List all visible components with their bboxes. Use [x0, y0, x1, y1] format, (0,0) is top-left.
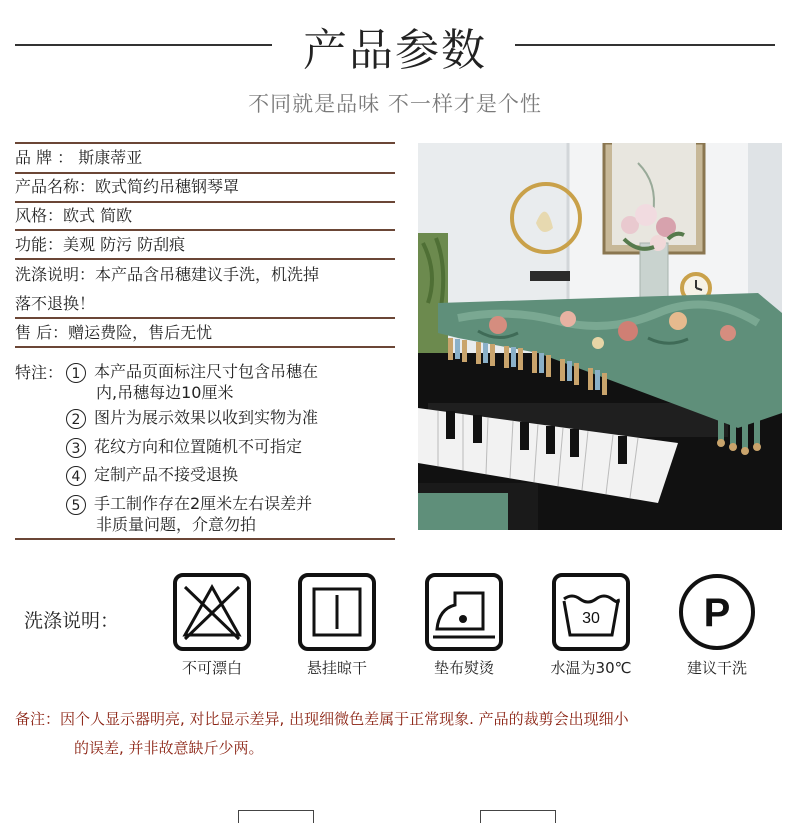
care-title: 洗涤说明： [24, 610, 120, 632]
wash-30-label: 水温为30℃ [550, 659, 632, 677]
note-number: 4 [66, 466, 86, 486]
spec-brand: 品 牌 ： 斯康蒂亚 [15, 148, 143, 167]
note-number: 3 [66, 438, 86, 458]
spec-rule [15, 346, 395, 348]
note-number: 2 [66, 409, 86, 429]
no-bleach-label: 不可漂白 [181, 659, 242, 677]
note-item-5 [66, 494, 312, 515]
note-item-1-cont: 内,吊穗每边10厘米 [96, 383, 234, 402]
notes-bottom-rule [15, 538, 395, 540]
note-text: 定制产品不接受退换 [94, 465, 239, 484]
note-item-4 [66, 465, 238, 486]
wash-temp: 30 [582, 610, 600, 627]
note-number: 1 [66, 363, 86, 383]
hang-dry-icon [298, 573, 376, 651]
no-bleach-icon [173, 573, 251, 651]
page-title: 产品参数 [303, 25, 487, 76]
note-number: 5 [66, 495, 86, 515]
spec-rule [15, 258, 395, 260]
note-item-1 [66, 362, 318, 383]
spec-wash-line2: 落不退换！ [15, 294, 96, 313]
iron-with-cloth-icon [425, 573, 503, 651]
spec-wash-line1: 洗涤说明：本产品含吊穗建议手洗，机洗掉 [15, 265, 320, 284]
note-text: 图片为展示效果以收到实物为准 [94, 408, 319, 427]
dry-clean-letter: P [703, 591, 731, 635]
wash-30-icon [552, 573, 630, 651]
spec-product-name: 产品名称：欧式简约吊穗钢琴罩 [15, 177, 240, 196]
note-item-2 [66, 408, 318, 429]
next-section-box-left [238, 810, 314, 823]
iron-with-cloth-label: 垫布熨烫 [433, 659, 494, 677]
page-subtitle: 不同就是品味 不一样才是个性 [248, 92, 542, 116]
hang-dry-label: 悬挂晾干 [306, 659, 367, 677]
notes-label: 特注： [15, 363, 64, 382]
note-item-3 [66, 437, 302, 458]
remark-line2: 的误差, 并非故意缺斤少两。 [74, 739, 264, 757]
note-text: 本产品页面标注尺寸包含吊穗在 [94, 362, 319, 381]
spec-style: 风格：欧式 简欧 [15, 206, 133, 225]
note-item-5-cont: 非质量问题，介意勿拍 [96, 515, 257, 534]
note-text: 手工制作存在2厘米左右误差并 [94, 494, 313, 513]
piano-cover-image [418, 143, 782, 530]
product-photo [418, 143, 782, 530]
spec-after-sale: 售 后：赠运费险，售后无忧 [15, 323, 213, 342]
remark-line1: 备注：因个人显示器明亮, 对比显示差异, 出现细微色差属于正常现象. 产品的裁剪会出现细小 [15, 710, 629, 728]
note-text: 花纹方向和位置随机不可指定 [94, 437, 303, 456]
dry-clean-label: 建议干洗 [686, 659, 747, 677]
dry-clean-icon [678, 573, 756, 651]
spec-function: 功能：美观 防污 防刮痕 [15, 235, 186, 254]
next-section-box-right [480, 810, 556, 823]
